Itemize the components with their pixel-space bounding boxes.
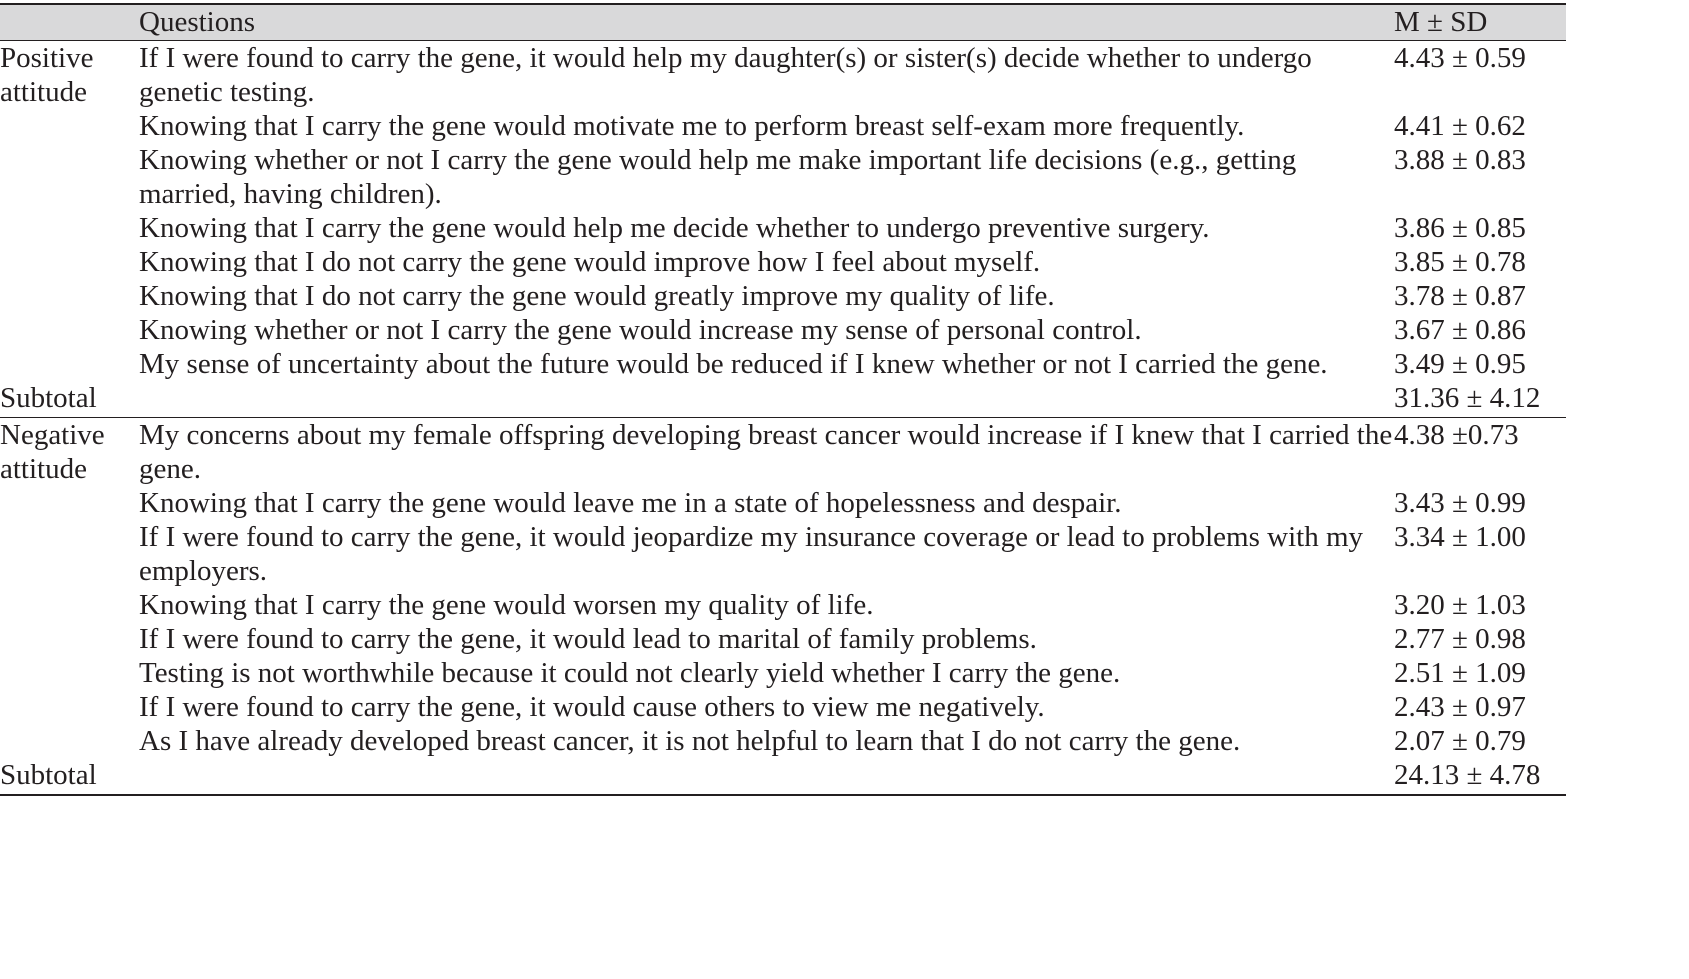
question-cell: Knowing that I carry the gene would leave me in a state of hopelessness and despair. [139, 487, 1122, 519]
table-row [0, 690, 1566, 724]
table-row [0, 109, 1566, 143]
table-row [0, 486, 1566, 520]
value-cell: 2.51 ± 1.09 [1394, 657, 1526, 689]
question-cell: If I were found to carry the gene, it would lead to marital of family problems. [139, 623, 1037, 655]
value-cell: 3.43 ± 0.99 [1394, 487, 1526, 519]
question-cell: Knowing that I carry the gene would worsen my quality of life. [139, 589, 874, 621]
question-cell: Knowing that I do not carry the gene would greatly improve my quality of life. [139, 280, 1055, 312]
value-cell: 2.43 ± 0.97 [1394, 691, 1526, 723]
table-row [0, 656, 1566, 690]
table-row [0, 313, 1566, 347]
question-cell: Knowing that I carry the gene would motivate me to perform breast self-exam more frequently. [139, 110, 1245, 142]
table-row [0, 418, 1566, 487]
table-row [0, 724, 1566, 758]
value-cell: 3.86 ± 0.85 [1394, 212, 1526, 244]
question-cell: Knowing whether or not I carry the gene would help me make important life decisions (e.g., getting married, having children). [139, 144, 1297, 210]
table-row [0, 245, 1566, 279]
value-cell: 3.20 ± 1.03 [1394, 589, 1526, 621]
question-cell: Knowing that I carry the gene would help me decide whether to undergo preventive surgery. [139, 212, 1210, 244]
header-questions: Questions [139, 6, 255, 38]
value-cell: 4.43 ± 0.59 [1394, 42, 1526, 74]
category-negative: Negative attitude [0, 418, 139, 759]
table-row [0, 622, 1566, 656]
header-category [0, 4, 139, 41]
question-cell: Knowing whether or not I carry the gene would increase my sense of personal control. [139, 314, 1142, 346]
category-positive: Positive attitude [0, 42, 94, 108]
value-cell: 3.78 ± 0.87 [1394, 280, 1526, 312]
value-cell: 4.41 ± 0.62 [1394, 110, 1526, 142]
header-msd: M ± SD [1394, 6, 1488, 38]
question-cell: If I were found to carry the gene, it would jeopardize my insurance coverage or lead to problems with my employers. [139, 521, 1364, 587]
question-cell: If I were found to carry the gene, it would cause others to view me negatively. [139, 691, 1045, 723]
table-row [0, 211, 1566, 245]
value-cell: 2.77 ± 0.98 [1394, 623, 1526, 655]
table-row [0, 143, 1566, 211]
value-cell: 2.07 ± 0.79 [1394, 725, 1526, 757]
value-cell: 3.85 ± 0.78 [1394, 246, 1526, 278]
value-cell: 4.38 ±0.73 [1394, 418, 1566, 487]
subtotal-spacer [139, 758, 1394, 795]
subtotal-value: 24.13 ± 4.78 [1394, 758, 1566, 795]
question-cell: Testing is not worthwhile because it could not clearly yield whether I carry the gene. [139, 657, 1121, 689]
attitude-table [0, 3, 1566, 796]
question-cell: My sense of uncertainty about the future would be reduced if I knew whether or not I carried the gene. [139, 348, 1328, 380]
table-row [0, 279, 1566, 313]
subtotal-label: Subtotal [0, 758, 139, 795]
table-row [0, 41, 1566, 110]
table-row [0, 347, 1566, 381]
question-cell: My concerns about my female offspring developing breast cancer would increase if I knew that I carried the gene. [139, 419, 1393, 485]
subtotal-value: 31.36 ± 4.12 [1394, 382, 1541, 414]
value-cell: 3.67 ± 0.86 [1394, 314, 1526, 346]
value-cell: 3.34 ± 1.00 [1394, 521, 1526, 553]
subtotal-spacer [139, 381, 1394, 418]
subtotal-row-positive [0, 381, 1566, 418]
subtotal-label: Subtotal [0, 382, 97, 414]
subtotal-row-negative [0, 758, 1566, 795]
table-row [0, 588, 1566, 622]
table-header-row [0, 4, 1566, 41]
question-cell: If I were found to carry the gene, it would help my daughter(s) or sister(s) decide whether to undergo genetic testing. [139, 42, 1312, 108]
value-cell: 3.49 ± 0.95 [1394, 348, 1526, 380]
question-cell: Knowing that I do not carry the gene would improve how I feel about myself. [139, 246, 1041, 278]
question-cell: As I have already developed breast cancer, it is not helpful to learn that I do not carry the gene. [139, 725, 1241, 757]
table-row [0, 520, 1566, 588]
value-cell: 3.88 ± 0.83 [1394, 144, 1526, 176]
